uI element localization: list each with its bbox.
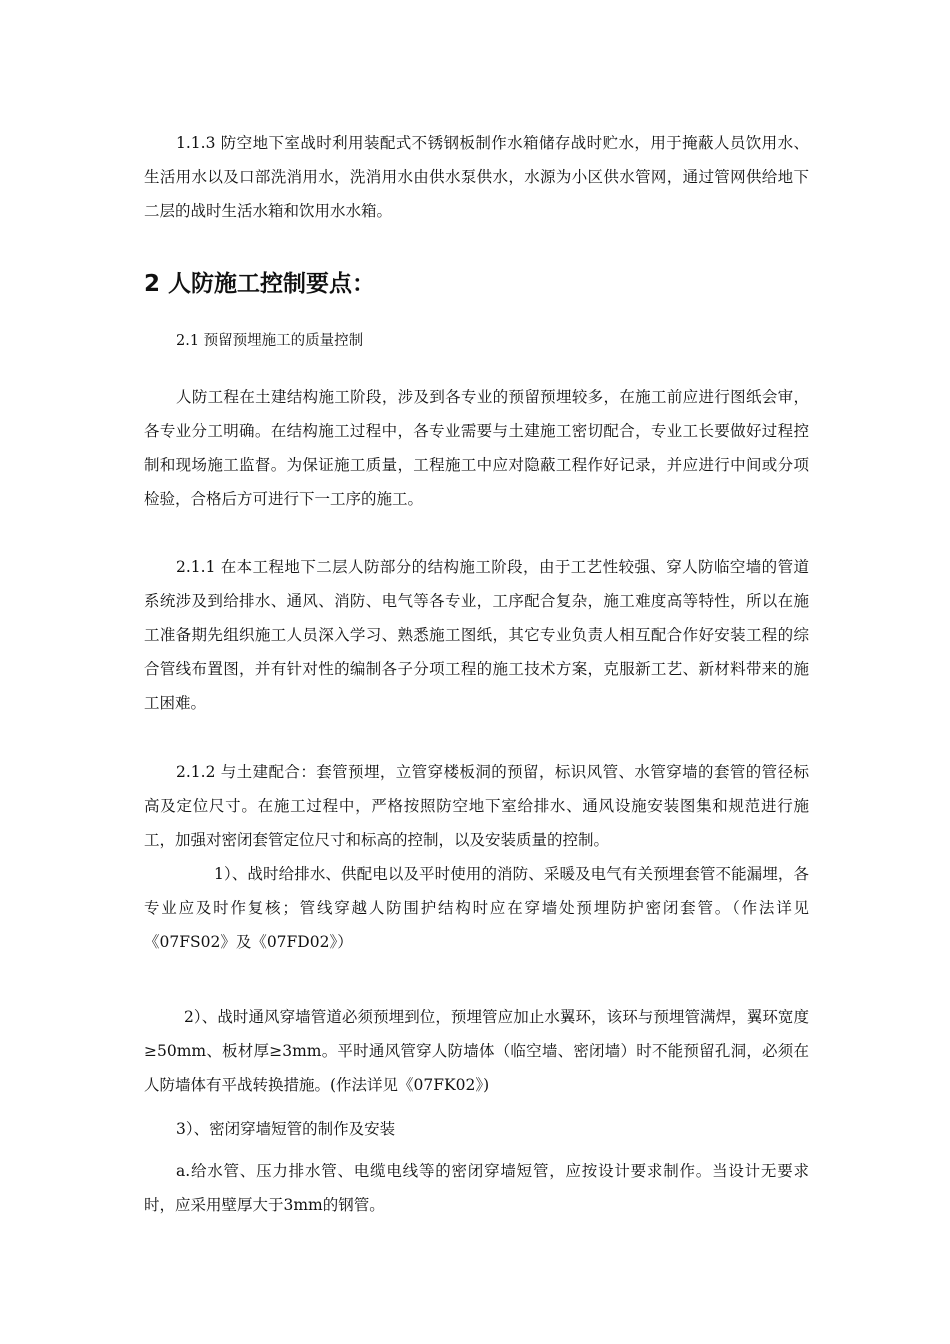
list-item-1: 1）、战时给排水、供配电以及平时使用的消防、采暖及电气有关预埋套管不能漏埋，各专业应及时作复核；管线穿越人防围护结构时应在穿墙处预埋防护密闭套管。（作法详见《07FS02》及《07FD02》） bbox=[144, 865, 809, 951]
list-item-3: 3）、密闭穿墙短管的制作及安装 bbox=[176, 1120, 396, 1138]
list-item-2: 2）、战时通风穿墙管道必须预埋到位，预埋管应加止水翼环，该环与预埋管满焊，翼环宽度≥50mm、板材厚≥3mm。平时通风管穿人防墙体（临空墙、密闭墙）时不能预留孔洞，必须在人防墙体有平战转换措施。(作法详见《07FK02》) bbox=[144, 1008, 809, 1094]
list-item-a: a.给水管、压力排水管、电缆电线等的密闭穿墙短管，应按设计要求制作。当设计无要求时，应采用壁厚大于3mm的钢管。 bbox=[144, 1162, 809, 1214]
paragraph-2-1: 人防工程在土建结构施工阶段，涉及到各专业的预留预埋较多，在施工前应进行图纸会审，各专业分工明确。在结构施工过程中，各专业需要与土建施工密切配合，专业工长要做好过程控制和现场施工监督。为保证施工质量，工程施工中应对隐蔽工程作好记录，并应进行中间或分项检验，合格后方可进行下一工序的施工。 bbox=[144, 388, 809, 508]
subsection-heading-2-1: 2.1 预留预埋施工的质量控制 bbox=[176, 333, 364, 349]
section-heading-2: 2 人防施工控制要点： bbox=[144, 271, 376, 297]
paragraph-2-1-1: 2.1.1 在本工程地下二层人防部分的结构施工阶段，由于工艺性较强、穿人防临空墙的管道系统涉及到给排水、通风、消防、电气等各专业，工序配合复杂，施工难度高等特性，所以在施工准备期先组织施工人员深入学习、熟悉施工图纸，其它专业负责人相互配合作好安装工程的综合管线布置图，并有针对性的编制各子分项工程的施工技术方案，克服新工艺、新材料带来的施工困难。 bbox=[144, 558, 809, 712]
paragraph-2-1-2: 2.1.2 与土建配合：套管预埋，立管穿楼板洞的预留，标识风管、水管穿墙的套管的管径标高及定位尺寸。在施工过程中，严格按照防空地下室给排水、通风设施安装图集和规范进行施工，加强对密闭套管定位尺寸和标高的控制，以及安装质量的控制。 bbox=[144, 763, 809, 849]
paragraph-1-1-3: 1.1.3 防空地下室战时利用装配式不锈钢板制作水箱储存战时贮水，用于掩蔽人员饮用水、生活用水以及口部洗消用水，洗消用水由供水泵供水，水源为小区供水管网，通过管网供给地下二层的战时生活水箱和饮用水水箱。 bbox=[144, 134, 809, 220]
